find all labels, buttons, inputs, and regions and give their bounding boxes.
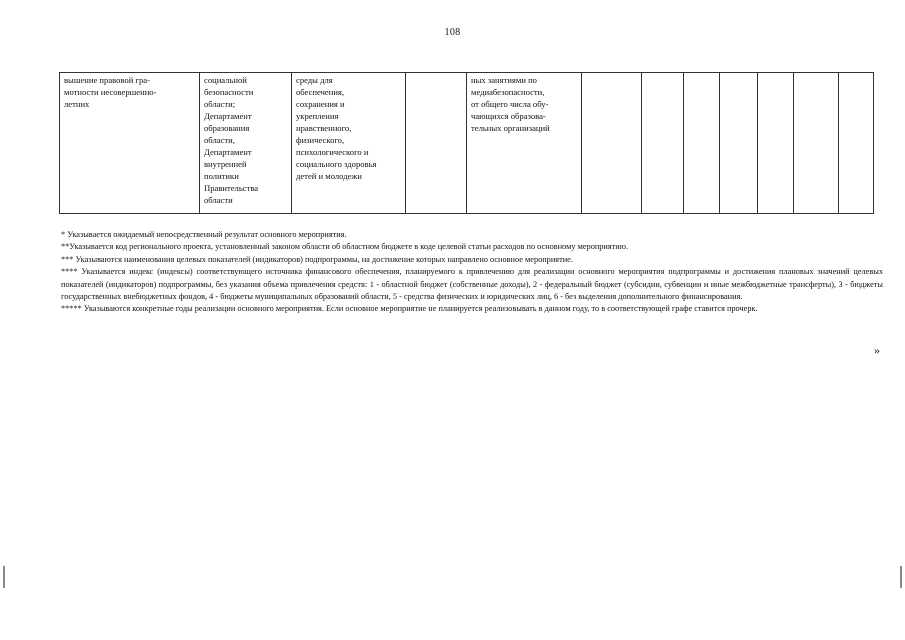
table-cell-result: среды для обеспечения, сохранения и укрепления нравственного, физического, психологического и социального здоровья детей и молодежи bbox=[292, 73, 406, 214]
table-cell-year bbox=[758, 73, 794, 214]
table-cell-funding-source bbox=[582, 73, 642, 214]
table-cell-project-code bbox=[406, 73, 467, 214]
table-cell-year bbox=[794, 73, 839, 214]
page-number: 108 bbox=[444, 27, 461, 38]
measures-table bbox=[59, 72, 874, 214]
table-cell-year bbox=[839, 73, 874, 214]
footnotes bbox=[61, 229, 883, 316]
left-edge-mark bbox=[3, 566, 5, 588]
table-cell-indicators: ных занятиями по медиабезопасности, от общего числа обу- чающихся образова- тельных организаций bbox=[467, 73, 582, 214]
footnote-4: **** Указывается индекс (индексы) соответствующего источника финансового обеспечения, планируемого к привлечению для реализации основного мероприятия подпрограммы и достижения плановых значений целевых показателей (индикаторов) подпрограммы, без указания объема привлечения средств: 1 - областной бюджет (собственные доходы), 2 - федеральный бюджет (субсидии, субвенции и иные межбюджетные трансферты), 3 - бюджеты государственных внебюджетных фондов, 4 - бюджеты муниципальных образований области, 5 - средства физических и юридических лиц, 6 - без выделения дополнительного финансирования. bbox=[61, 267, 883, 302]
closing-quote: » bbox=[874, 343, 880, 357]
footnote-5: ***** Указываются конкретные годы реализации основного мероприятия. Если основное мероприятие не планируется реализовывать в данном году, то в соответствующей графе ставится прочерк. bbox=[61, 304, 758, 314]
footnote-2: **Указывается код регионального проекта, установленный законом области об областном бюджете в коде целевой статьи расходов по основному мероприятию. bbox=[61, 242, 629, 252]
table-cell-responsible: социальной безопасности области; Департамент образования области, Департамент внутренней политики Правительства области bbox=[200, 73, 292, 214]
table-cell-year bbox=[720, 73, 758, 214]
right-edge-mark bbox=[900, 566, 902, 588]
footnote-1: * Указывается ожидаемый непосредственный результат основного мероприятия. bbox=[61, 230, 347, 239]
table-cell-year bbox=[642, 73, 684, 214]
table-cell-measure-name: вышение правовой гра- мотности несовершенно- летних bbox=[60, 73, 200, 214]
table-row bbox=[60, 73, 874, 214]
table-cell-year bbox=[684, 73, 720, 214]
footnote-3: *** Указываются наименования целевых показателей (индикаторов) подпрограммы, на достижение которых направлено основное мероприятие. bbox=[61, 254, 573, 264]
